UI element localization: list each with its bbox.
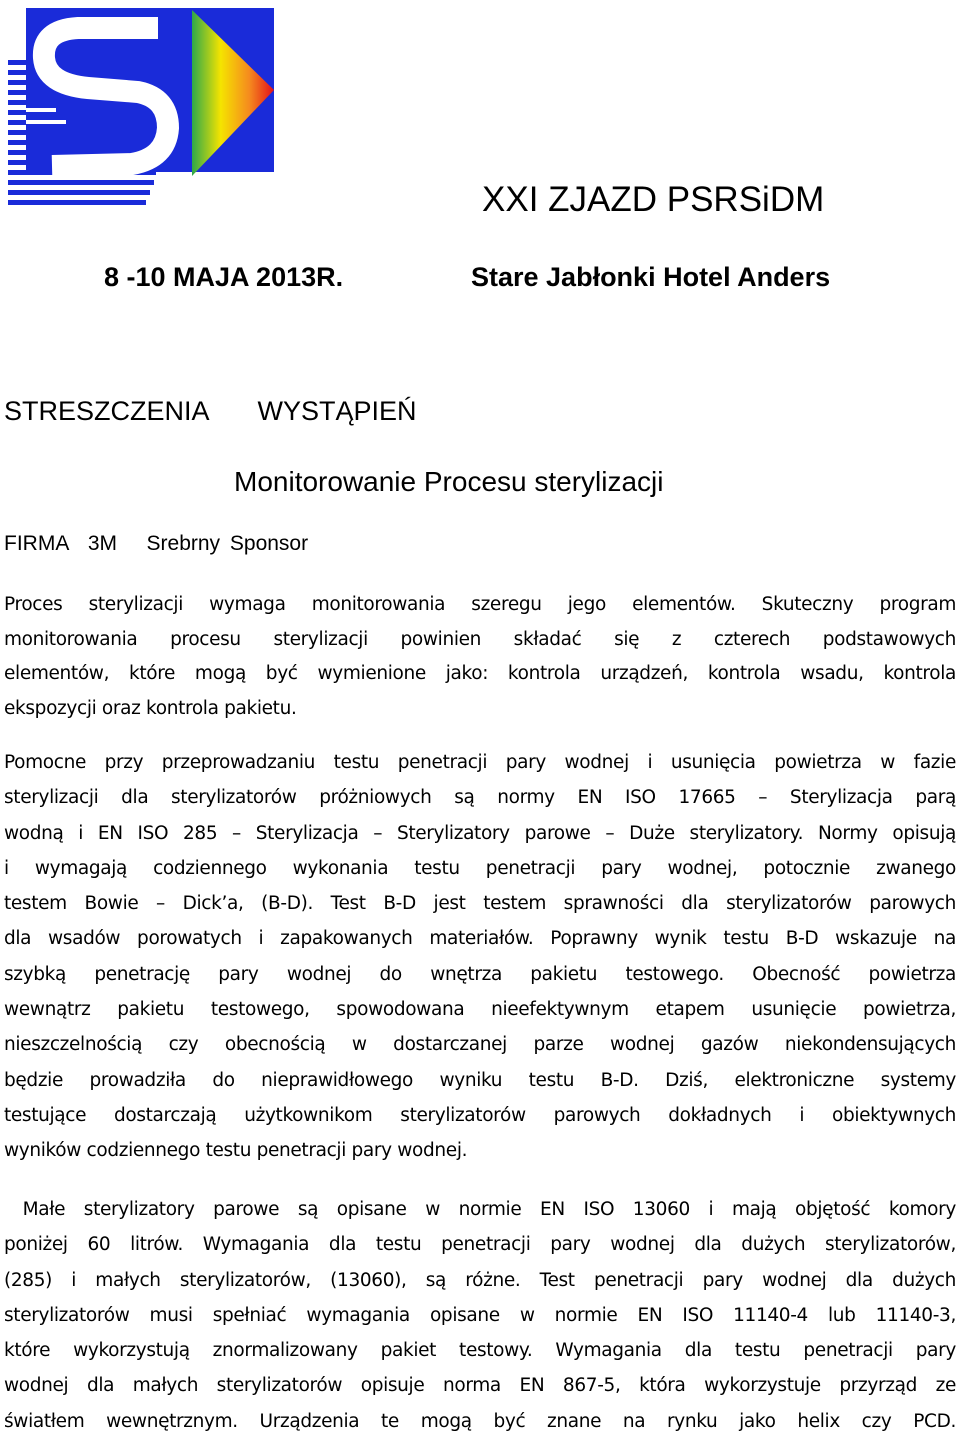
paragraph-line: testem Bowie – Dick’a, (B-D). Test B-D jest testem sprawności dla sterylizatorów parowych — [4, 893, 956, 915]
paragraph-line: wewnątrz pakietu testowego, spowodowana nieefektywnym etapem usunięcie powietrza, — [4, 999, 956, 1021]
paragraph-2 — [4, 745, 956, 1169]
paragraph-line: monitorowania procesu sterylizacji powinien składać się z czterech podstawowych — [4, 628, 956, 650]
society-logo — [8, 8, 274, 206]
paragraph-line: (285) i małych sterylizatorów, (13060), są różne. Test penetracji pary wodnej dla dużych — [4, 1269, 956, 1291]
event-title: XXI ZJAZD PSRSiDM — [482, 180, 825, 219]
section-heading: STRESZCZENIA WYSTĄPIEŃ — [4, 396, 417, 426]
event-date: 8 -10 MAJA 2013R. — [104, 262, 344, 292]
paragraph-line: szybką penetrację pary wodnej do wnętrza pakietu testowego. Obecność powietrza — [4, 963, 956, 985]
paragraph-line: Pomocne przy przeprowadzaniu testu penetracji pary wodnej i usunięcia powietrza w fazie — [4, 752, 956, 773]
paragraph-line: nieszczelnością czy obecnością w dostarczanej parze wodnej gazów niekondensujących — [4, 1034, 956, 1056]
paragraph-1 — [4, 588, 956, 726]
event-venue: Stare Jabłonki Hotel Anders — [471, 262, 831, 292]
paragraph-line: wodną i EN ISO 285 – Sterylizacja – Sterylizatory parowe – Duże sterylizatory. Normy opisują — [4, 822, 956, 844]
sponsor-company: FIRMA 3M Srebrny Sponsor — [4, 532, 309, 555]
paragraph-line: wyników codziennego testu penetracji pary wodnej. — [4, 1140, 468, 1162]
paragraph-line: będzie prowadziła do nieprawidłowego wyniku testu B-D. Dziś, elektroniczne systemy — [4, 1069, 956, 1091]
paragraph-3 — [4, 1192, 956, 1439]
paragraph-line: poniżej 60 litrów. Wymagania dla testu penetracji pary wodnej dla dużych sterylizatorów, — [4, 1234, 956, 1256]
talk-title: Monitorowanie Procesu sterylizacji — [234, 466, 664, 497]
paragraph-line: Małe sterylizatory parowe są opisane w normie EN ISO 13060 i mają objętość komory — [4, 1199, 956, 1220]
paragraph-line: i wymagają codziennego wykonania testu penetracji pary wodnej, potocznie zwanego — [4, 857, 956, 879]
paragraph-line: elementów, które mogą być wymienione jako: kontrola urządzeń, kontrola wsadu, kontrola — [4, 663, 956, 684]
paragraph-line: sterylizatorów musi spełniać wymagania opisane w normie EN ISO 11140-4 lub 11140-3, — [4, 1304, 956, 1326]
paragraph-line: Proces sterylizacji wymaga monitorowania szeregu jego elementów. Skuteczny program — [4, 594, 956, 615]
paragraph-line: światłem wewnętrznym. Urządzenia te mogą być znane na rynku jako helix czy PCD. — [4, 1410, 956, 1432]
paragraph-line: ekspozycji oraz kontrola pakietu. — [4, 697, 297, 719]
paragraph-line: dla wsadów porowatych i zapakowanych materiałów. Poprawny wynik testu B-D wskazuje na — [4, 928, 956, 950]
paragraph-line: które wykorzystują znormalizowany pakiet testowy. Wymagania dla testu penetracji pary — [4, 1340, 956, 1362]
paragraph-line: testujące dostarczają użytkownikom sterylizatorów parowych dokładnych i obiektywnych — [4, 1104, 956, 1126]
paragraph-line: wodnej dla małych sterylizatorów opisuje norma EN 867-5, która wykorzystuje przyrząd ze — [4, 1375, 956, 1397]
paragraph-line: sterylizacji dla sterylizatorów próżniowych są normy EN ISO 17665 – Sterylizacja parą — [4, 787, 956, 809]
